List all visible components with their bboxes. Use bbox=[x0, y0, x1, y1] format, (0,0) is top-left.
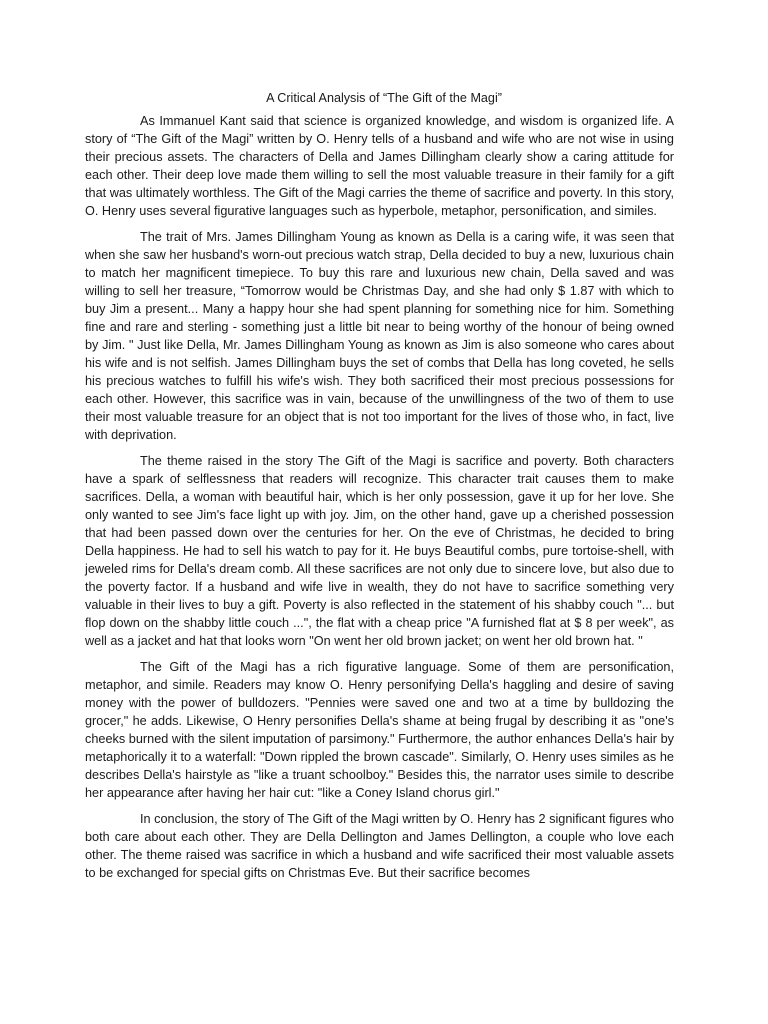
document-body bbox=[85, 112, 674, 890]
paragraph-intro: As Immanuel Kant said that science is organized knowledge, and wisdom is organized life. A story of “The Gift of the Magi” written by O. Henry tells of a husband and wife who are not wise in using their precious assets. The characters of Della and James Dillingham clearly show a caring attitude for each other. Their deep love made them willing to sell the most valuable treasure in their family for a gift that was ultimately worthless. The Gift of the Magi carries the theme of sacrifice and poverty. In this story, O. Henry uses several figurative languages such as hyperbole, metaphor, personification, and similes. bbox=[85, 114, 674, 218]
document-title: A Critical Analysis of “The Gift of the Magi” bbox=[266, 91, 502, 105]
paragraph-theme: The theme raised in the story The Gift of the Magi is sacrifice and poverty. Both characters have a spark of selflessness that readers will recognize. This character trait causes them to make sacrifices. Della, a woman with beautiful hair, which is her only possession, gave it up for her love. She only wanted to see Jim's face light up with joy. Jim, on the other hand, gave up a cherished possession that had been passed down over the centuries for her. On the eve of Christmas, he decided to bring Della happiness. He had to sell his watch to pay for it. He buys Beautiful combs, pure tortoise-shell, with jeweled rims for Della's dream comb. All these sacrifices are not only due to sincere love, but also due to the poverty factor. If a husband and wife live in wealth, they do not have to sacrifice something very valuable in their lives to buy a gift. Poverty is also reflected in the statement of his shabby couch "... but flop down on the shabby little couch ...", the flat with a cheap price "A furnished flat at $ 8 per week", as well as a jacket and hat that looks worn "On went her old brown jacket; on went her old brown hat. " bbox=[85, 454, 674, 648]
paragraph-conclusion: In conclusion, the story of The Gift of the Magi written by O. Henry has 2 significant figures who both care about each other. They are Della Dellington and James Dellington, a couple who love each other. The theme raised was sacrifice in which a husband and wife sacrificed their most valuable assets to be exchanged for special gifts on Christmas Eve. But their sacrifice becomes bbox=[85, 812, 674, 880]
paragraph-figurative-language: The Gift of the Magi has a rich figurative language. Some of them are personification, metaphor, and simile. Readers may know O. Henry personifying Della's haggling and desire of saving money with the power of bulldozers. "Pennies were saved one and two at a time by bulldozing the grocer," he adds. Likewise, O Henry personifies Della's shame at being frugal by describing it as "one's cheeks burned with the silent imputation of parsimony." Furthermore, the author enhances Della's hair by metaphorically it to a waterfall: "Down rippled the brown cascade". Similarly, O. Henry uses similes as he describes Della's hairstyle as "like a truant schoolboy." Besides this, the narrator uses simile to describe her appearance after having her hair cut: "like a Coney Island chorus girl." bbox=[85, 660, 674, 800]
paragraph-character-traits: The trait of Mrs. James Dillingham Young as known as Della is a caring wife, it was seen that when she saw her husband's worn-out precious watch strap, Della decided to buy a new, luxurious chain to match her magnificent timepiece. To buy this rare and luxurious new chain, Della saved and was willing to sell her treasure, “Tomorrow would be Christmas Day, and she had only $ 1.87 with which to buy Jim a present... Many a happy hour she had spent planning for something nice for him. Something fine and rare and sterling - something just a little bit near to being worthy of the honour of being owned by Jim. " Just like Della, Mr. James Dillingham Young as known as Jim is also someone who cares about his wife and is not selfish. James Dillingham buys the set of combs that Della has long coveted, he sells his precious watches to fulfill his wife's wish. They both sacrificed their most precious possessions for each other. However, this sacrifice was in vain, because of the unwillingness of the two of them to use their most valuable treasure for an object that is not too important for the lives of those who, in fact, live with deprivation. bbox=[85, 230, 674, 442]
